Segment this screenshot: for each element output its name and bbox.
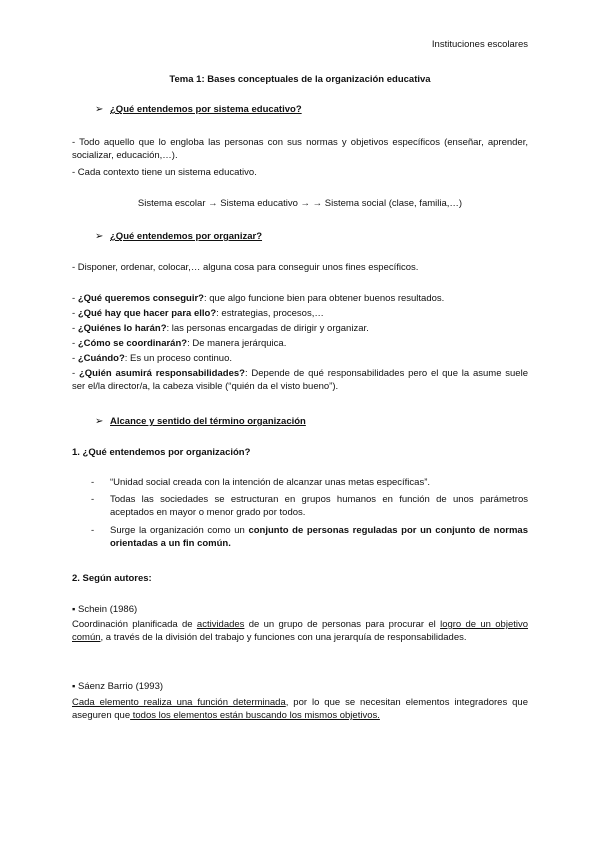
arrow-bullet-icon: ➢ (95, 231, 104, 242)
header-text: Instituciones escolares (431, 39, 528, 50)
system-flow-line: Sistema escolar → Sistema educativo → → Sistema social (clase, familia,…) (137, 198, 463, 209)
list-item: - ¿Cómo se coordinarán?: De manera jerárquica. (72, 338, 287, 349)
author-saenz-definition: Cada elemento realiza una función determinada, por lo que se necesitan elementos integradores que aseguren que todos los elementos están buscando los mismos objetivos. (72, 697, 528, 721)
author-schein-name: ▪ Schein (1986) (72, 604, 138, 615)
dash-item-surge: Surge la organización como un conjunto de personas reguladas por un conjunto de normas orientadas a un fin común. (110, 525, 528, 549)
arrow-bullet-icon: ➢ (95, 416, 104, 427)
list-item: - ¿Quiénes lo harán?: las personas encargadas de dirigir y organizar. (72, 323, 369, 334)
list-item: - ¿Qué hay que hacer para ello?: estrategias, procesos,… (72, 308, 324, 319)
paragraph-sistema-educativo-2: - Cada contexto tiene un sistema educativo. (72, 167, 257, 178)
page-title: Tema 1: Bases conceptuales de la organización educativa (169, 74, 431, 85)
author-saenz-name: ▪ Sáenz Barrio (1993) (72, 681, 164, 692)
section-heading-organizar: ¿Qué entendemos por organizar? (110, 231, 263, 242)
list-item: - ¿Qué queremos conseguir?: que algo funcione bien para obtener buenos resultados. (72, 293, 445, 304)
dash-item-sociedades: Todas las sociedades se estructuran en grupos humanos en función de unos parámetros aceptados en mayor o menor grado por todos. (110, 494, 528, 518)
subheading-autores: 2. Según autores: (72, 573, 152, 584)
dash-bullet: - (91, 494, 95, 505)
section-heading-alcance: Alcance y sentido del término organización (110, 416, 306, 427)
list-item: - ¿Cuándo?: Es un proceso continuo. (72, 353, 232, 364)
dash-item-definicion: “Unidad social creada con la intención de alcanzar unas metas específicas”. (110, 477, 431, 488)
paragraph-sistema-educativo-1: - Todo aquello que lo engloba las personas con sus normas y objetivos específicos (enseñar, aprender, socializar, educación,…). (72, 137, 528, 161)
arrow-bullet-icon: ➢ (95, 104, 104, 115)
dash-bullet: - (91, 525, 95, 536)
section-heading-sistema-educativo: ¿Qué entendemos por sistema educativo? (110, 104, 302, 115)
subheading-organizacion: 1. ¿Qué entendemos por organización? (72, 447, 251, 458)
list-item-responsabilidades: - ¿Quién asumirá responsabilidades?: Depende de qué responsabilidades pero el que la asume suele ser el/la director/a, la cabeza visible (“quién da el visto bueno”). (72, 368, 528, 392)
dash-bullet: - (91, 477, 95, 488)
paragraph-organizar: - Disponer, ordenar, colocar,… alguna cosa para conseguir unos fines específicos. (72, 262, 419, 273)
author-schein-definition: Coordinación planificada de actividades de un grupo de personas para procurar el logro de un objetivo común, a través de la división del trabajo y funciones con una jerarquía de responsabilidades. (72, 619, 529, 643)
